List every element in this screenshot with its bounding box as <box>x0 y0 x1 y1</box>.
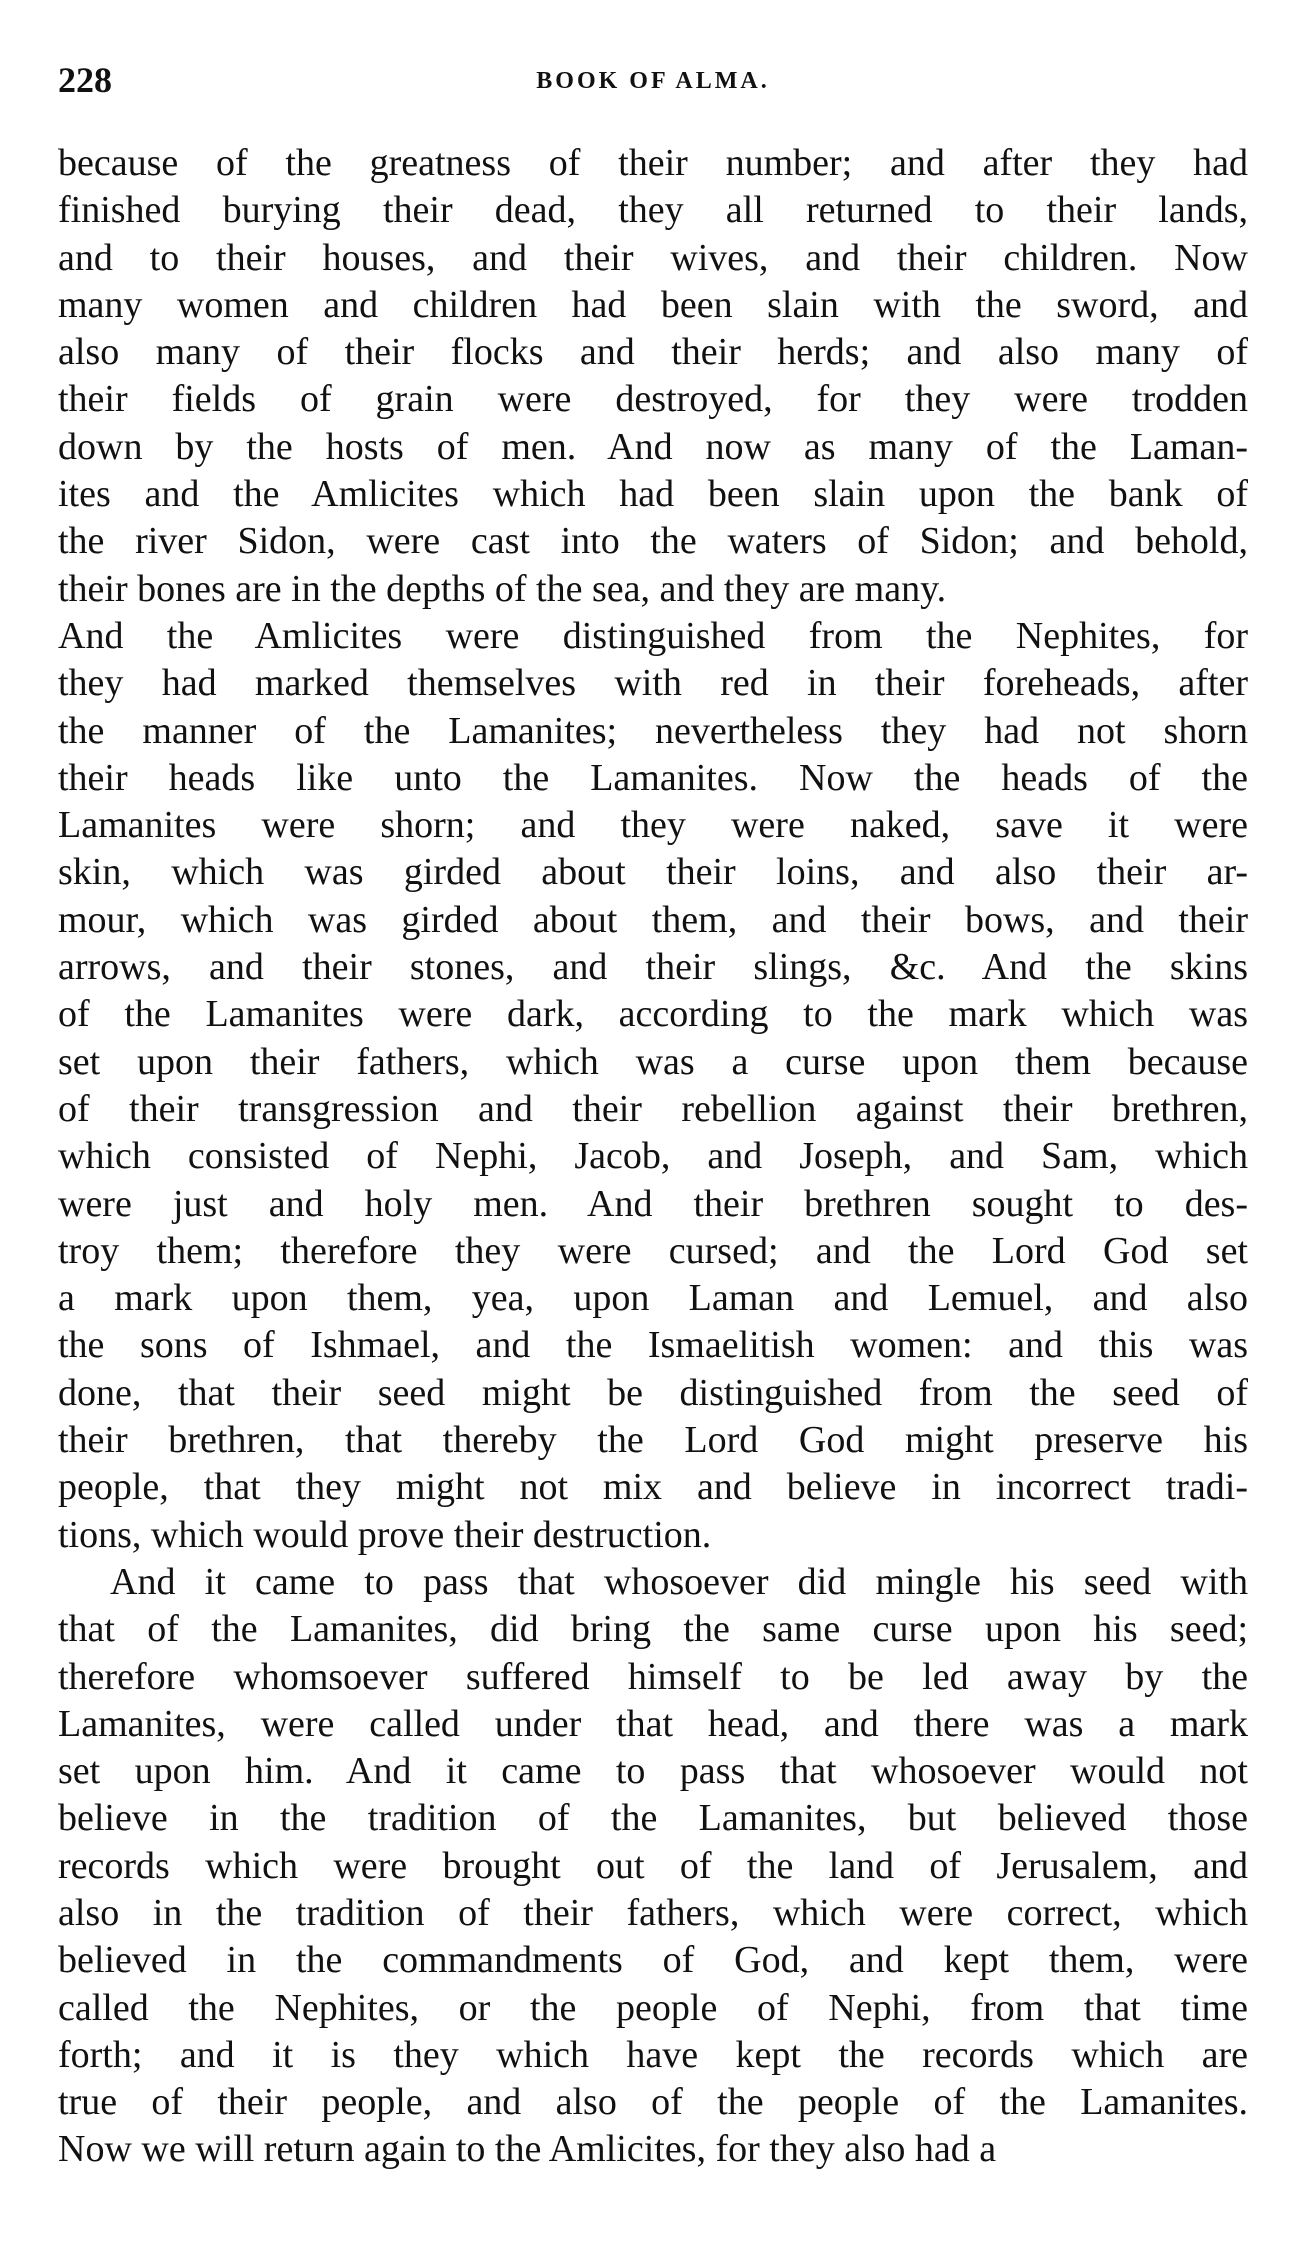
text-line: Lamanites were shorn; and they were naked, save it were <box>58 804 1248 847</box>
paragraph <box>58 613 1248 1559</box>
text-line: the sons of Ishmael, and the Ismaelitish women: and this was <box>58 1324 1248 1367</box>
paragraph <box>58 1559 1248 2174</box>
text-line: believed in the commandments of God, and kept them, were <box>58 1939 1248 1982</box>
text-line: tions, which would prove their destruction. <box>58 1513 712 1556</box>
text-line: many women and children had been slain with the sword, and <box>58 283 1248 326</box>
text-line: true of their people, and also of the people of the Lamanites. <box>58 2081 1248 2124</box>
text-line: set upon their fathers, which was a curse upon them because <box>58 1040 1248 1083</box>
text-line: down by the hosts of men. And now as many of the Laman- <box>58 425 1248 468</box>
text-line: were just and holy men. And their brethren sought to des- <box>58 1182 1248 1225</box>
text-line: also in the tradition of their fathers, which were correct, which <box>58 1891 1248 1934</box>
text-line: Lamanites, were called under that head, and there was a mark <box>58 1702 1248 1745</box>
text-line: therefore whomsoever suffered himself to be led away by the <box>58 1655 1248 1698</box>
text-line: forth; and it is they which have kept the records which are <box>58 2033 1248 2076</box>
body-text <box>58 140 1248 2174</box>
text-line: mour, which was girded about them, and their bows, and their <box>58 898 1248 941</box>
text-line: their brethren, that thereby the Lord God might preserve his <box>58 1419 1248 1462</box>
text-line: people, that they might not mix and believe in incorrect tradi- <box>58 1466 1248 1509</box>
book-title: BOOK OF ALMA. <box>536 68 770 94</box>
text-line: their fields of grain were destroyed, for they were trodden <box>58 378 1248 421</box>
text-line: also many of their flocks and their herds; and also many of <box>58 331 1248 374</box>
text-line: of their transgression and their rebellion against their brethren, <box>58 1087 1248 1130</box>
text-line: the manner of the Lamanites; nevertheless they had not shorn <box>58 709 1248 752</box>
text-line: finished burying their dead, they all returned to their lands, <box>58 189 1248 232</box>
text-line: And the Amlicites were distinguished from the Nephites, for <box>58 614 1248 657</box>
text-line: they had marked themselves with red in their foreheads, after <box>58 662 1248 705</box>
text-line: ites and the Amlicites which had been slain upon the bank of <box>58 473 1248 516</box>
text-line: And it came to pass that whosoever did mingle his seed with <box>110 1560 1248 1603</box>
paragraph <box>58 140 1248 613</box>
text-line: skin, which was girded about their loins, and also their ar- <box>58 851 1248 894</box>
text-line: of the Lamanites were dark, according to the mark which was <box>58 993 1248 1036</box>
text-line: believe in the tradition of the Lamanites, but believed those <box>58 1797 1248 1840</box>
text-line: called the Nephites, or the people of Nephi, from that time <box>58 1986 1248 2029</box>
text-line: which consisted of Nephi, Jacob, and Joseph, and Sam, which <box>58 1135 1248 1178</box>
running-head <box>58 60 1248 100</box>
text-line: troy them; therefore they were cursed; and the Lord God set <box>58 1229 1248 1272</box>
page-number: 228 <box>58 60 112 100</box>
text-line: done, that their seed might be distinguished from the seed of <box>58 1371 1248 1414</box>
text-line: and to their houses, and their wives, and their children. Now <box>58 236 1248 279</box>
text-line: set upon him. And it came to pass that whosoever would not <box>58 1750 1248 1793</box>
text-line: the river Sidon, were cast into the waters of Sidon; and behold, <box>58 520 1248 563</box>
text-line: that of the Lamanites, did bring the same curse upon his seed; <box>58 1608 1248 1651</box>
text-line: a mark upon them, yea, upon Laman and Lemuel, and also <box>58 1277 1248 1320</box>
text-line: their heads like unto the Lamanites. Now the heads of the <box>58 756 1248 799</box>
text-line: arrows, and their stones, and their slings, &c. And the skins <box>58 946 1248 989</box>
text-line: because of the greatness of their number; and after they had <box>58 142 1248 184</box>
text-line: records which were brought out of the land of Jerusalem, and <box>58 1844 1248 1887</box>
text-line: their bones are in the depths of the sea, and they are many. <box>58 567 947 610</box>
text-line: Now we will return again to the Amlicites, for they also had a <box>58 2128 997 2171</box>
